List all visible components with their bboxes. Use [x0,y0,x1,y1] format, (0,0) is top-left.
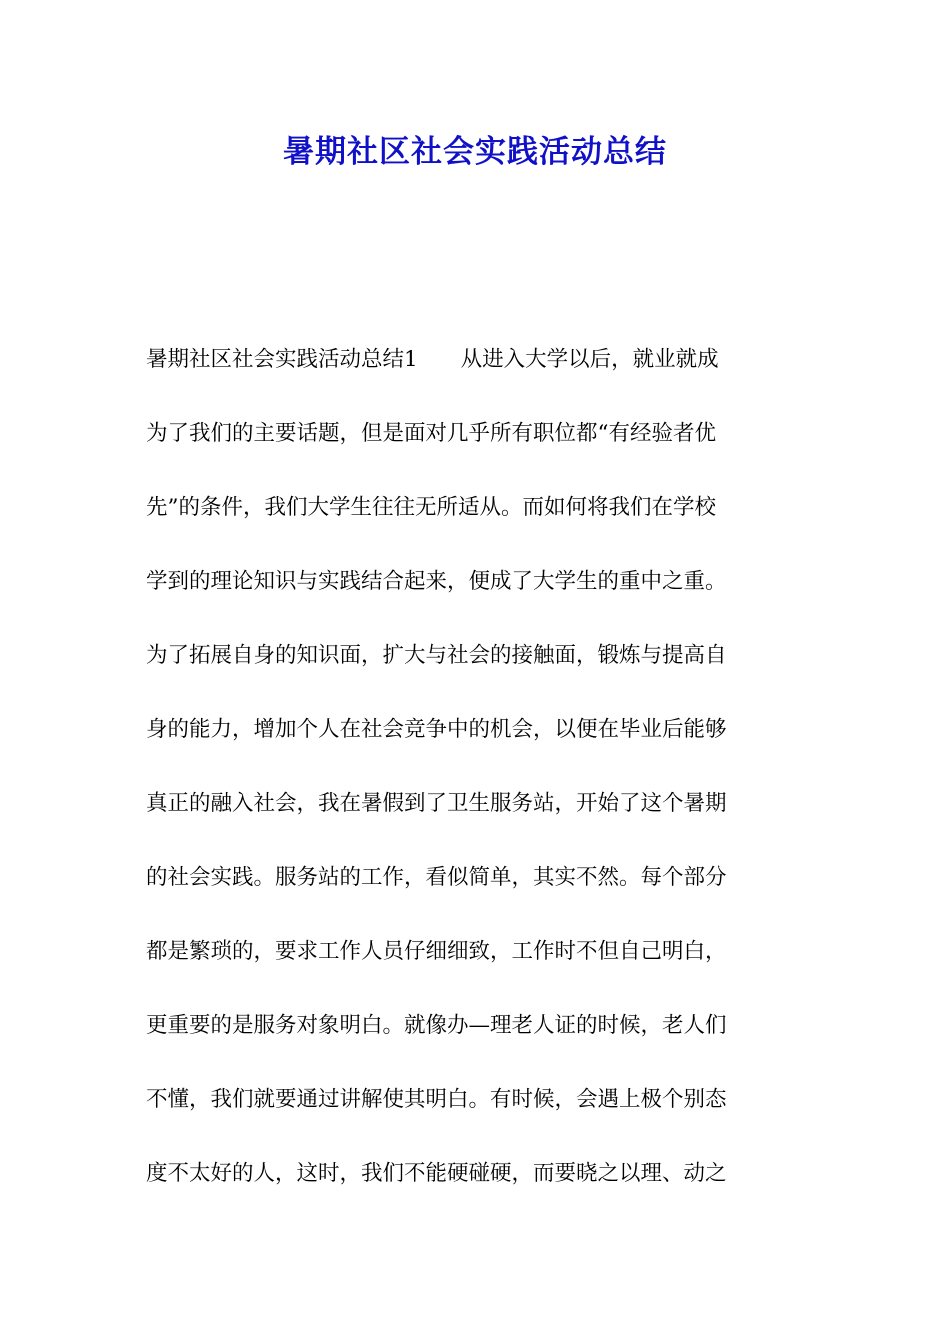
body-line: 更重要的是服务对象明白。就像办—理老人证的时候，老人们 [146,1013,727,1038]
document-body [146,338,811,1226]
body-line: 度不太好的人，这时，我们不能硬碰硬，而要晓之以理、动之 [146,1161,727,1186]
document-title: 暑期社区社会实践活动总结 [283,134,667,170]
body-line: 的社会实践。服务站的工作，看似简单，其实不然。每个部分 [146,865,727,890]
body-line: 身的能力，增加个人在社会竞争中的机会，以便在毕业后能够 [146,717,727,742]
body-line: 先”的条件，我们大学生往往无所适从。而如何将我们在学校 [146,495,716,520]
body-line: 真正的融入社会，我在暑假到了卫生服务站，开始了这个暑期 [146,791,727,816]
body-line: 暑期社区社会实践活动总结1 从进入大学以后，就业就成 [146,347,719,372]
body-line: 为了我们的主要话题，但是面对几乎所有职位都“有经验者优 [146,421,716,446]
body-line: 学到的理论知识与实践结合起来，便成了大学生的重中之重。 [146,569,727,594]
body-line: 不懂，我们就要通过讲解使其明白。有时候，会遇上极个别态 [146,1087,727,1112]
body-line: 为了拓展自身的知识面，扩大与社会的接触面，锻炼与提高自 [146,643,727,668]
body-line: 都是繁琐的，要求工作人员仔细细致，工作时不但自己明白， [146,939,727,964]
